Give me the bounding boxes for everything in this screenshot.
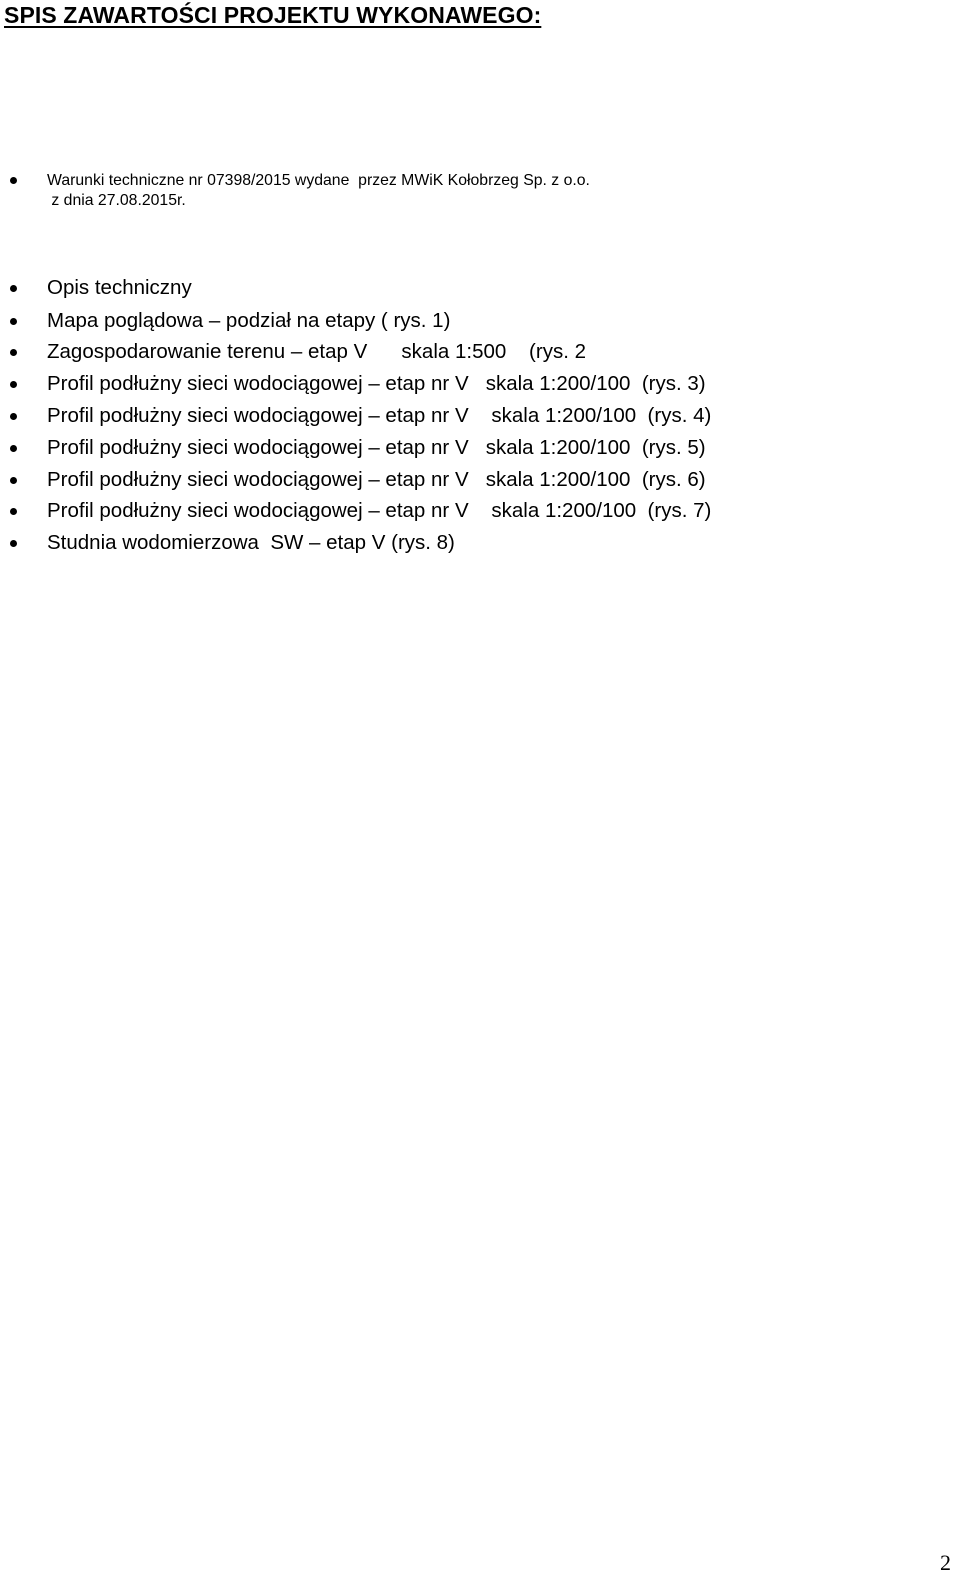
bullet-icon — [10, 177, 17, 184]
bullet-icon — [10, 540, 17, 547]
bullet-icon — [10, 445, 17, 452]
bullet-icon — [10, 413, 17, 420]
bullet-icon — [10, 477, 17, 484]
list-item-text: Zagospodarowanie terenu – etap V skala 1:500 (rys. 2 — [47, 340, 587, 363]
bullet-icon — [10, 349, 17, 356]
list-item-text: Studnia wodomierzowa SW – etap V (rys. 8) — [47, 531, 455, 554]
list-item-text: Opis techniczny — [47, 276, 192, 299]
list-item-text: Profil podłużny sieci wodociągowej – etap nr V skala 1:200/100 (rys. 4) — [47, 404, 712, 427]
list-item-text: Profil podłużny sieci wodociągowej – etap nr V skala 1:200/100 (rys. 6) — [47, 468, 706, 491]
page-number: 2 — [940, 1550, 951, 1575]
bullet-icon — [10, 508, 17, 515]
list-item-text: Profil podłużny sieci wodociągowej – etap nr V skala 1:200/100 (rys. 5) — [47, 436, 706, 459]
bullet-icon — [10, 285, 17, 292]
list-item-text-continued: z dnia 27.08.2015r. — [47, 192, 186, 209]
bullet-icon — [10, 318, 17, 325]
list-item-text: Mapa poglądowa – podział na etapy ( rys. 1) — [47, 309, 451, 332]
list-item-text: Profil podłużny sieci wodociągowej – etap nr V skala 1:200/100 (rys. 3) — [47, 372, 706, 395]
list-item-text: Warunki techniczne nr 07398/2015 wydane przez MWiK Kołobrzeg Sp. z o.o. — [47, 172, 590, 189]
list-item-text: Profil podłużny sieci wodociągowej – etap nr V skala 1:200/100 (rys. 7) — [47, 499, 712, 522]
document-title: SPIS ZAWARTOŚCI PROJEKTU WYKONAWEGO: — [4, 2, 542, 28]
bullet-icon — [10, 381, 17, 388]
